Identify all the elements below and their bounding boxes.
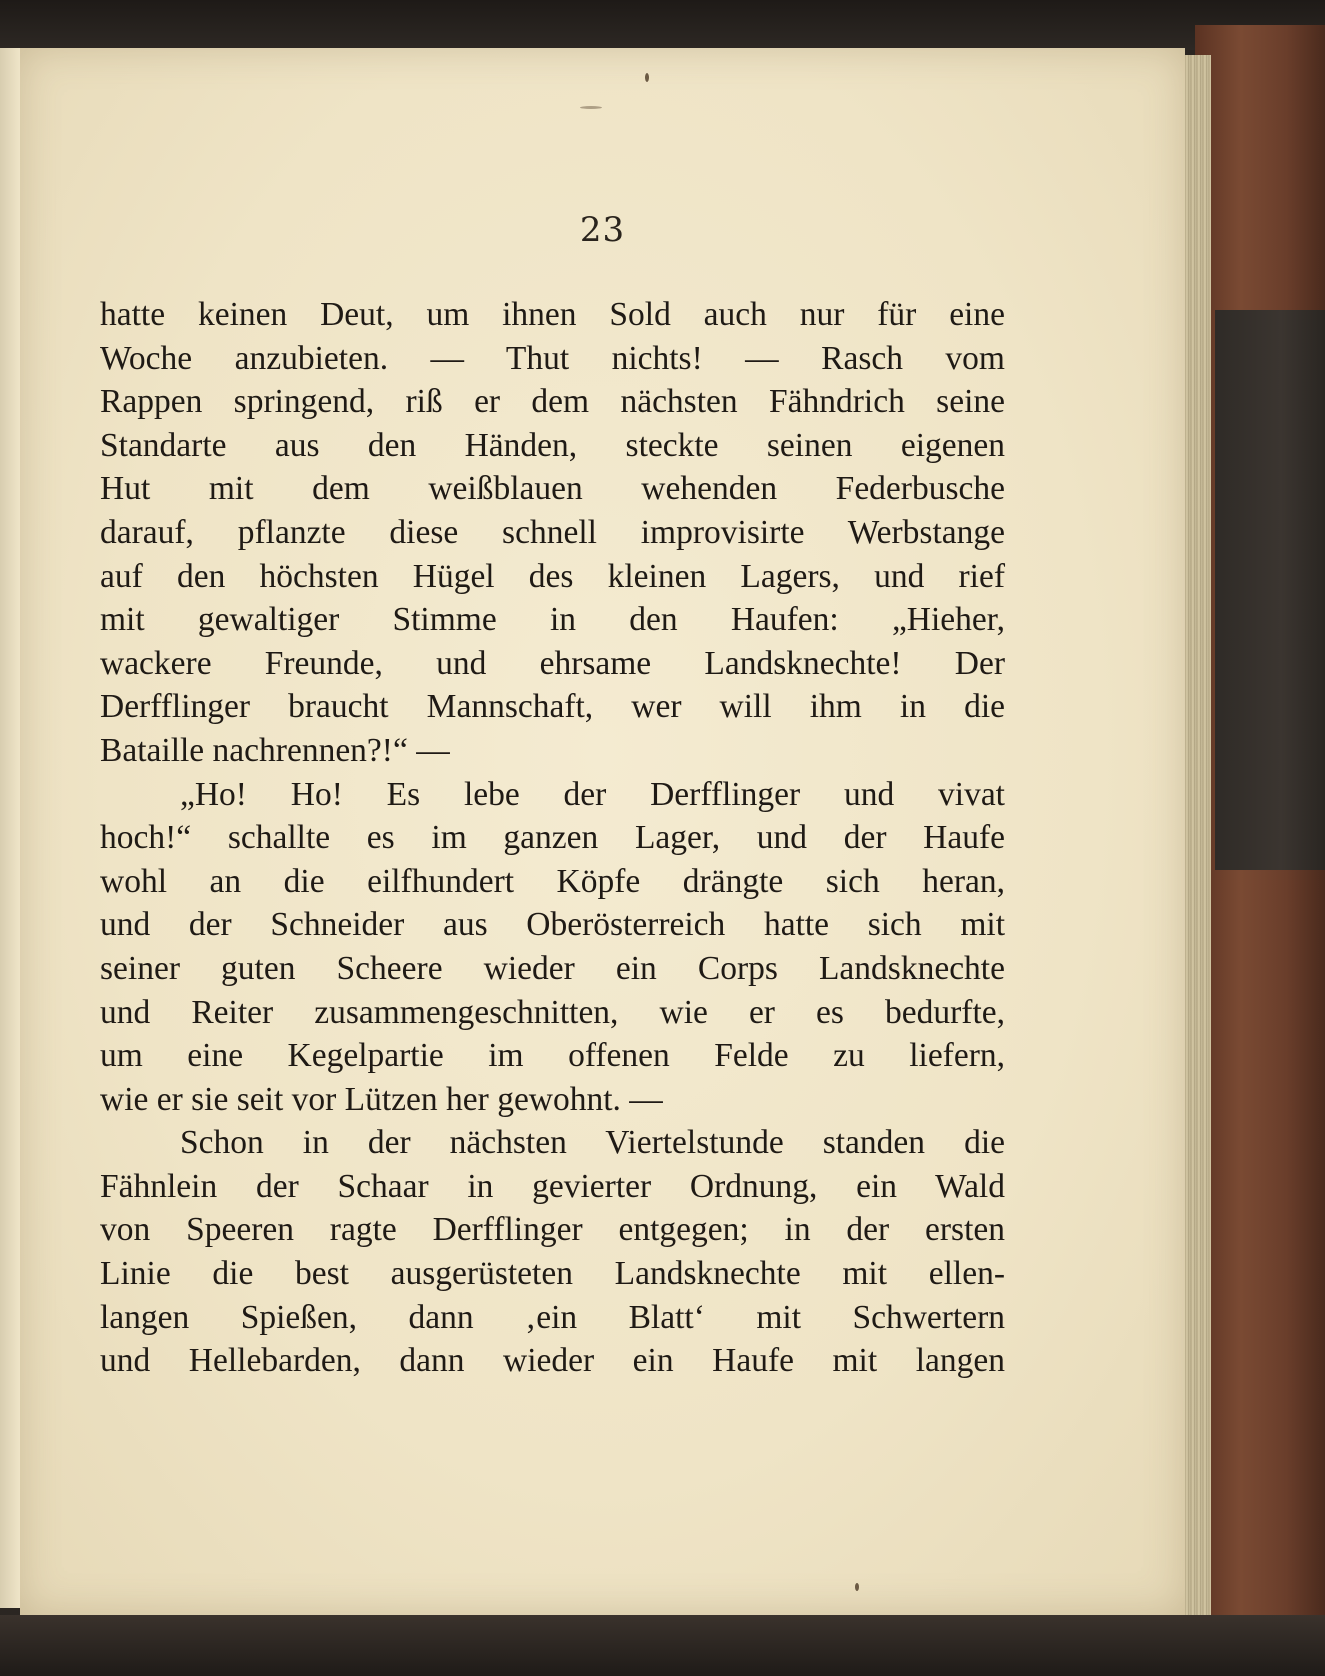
text-line: seiner guten Scheere wieder ein Corps Landsknechte — [100, 949, 1005, 987]
page-number: 23 — [579, 210, 626, 250]
text-line: wackere Freunde, und ehrsame Landsknechte! Der — [100, 644, 1005, 682]
book-cover-worn-patch — [1215, 310, 1325, 870]
text-line: hoch!“ schallte es im ganzen Lager, und der Haufe — [100, 819, 1005, 857]
scan-top-edge — [0, 0, 1325, 50]
text-line: auf den höchsten Hügel des kleinen Lagers, und rief — [100, 557, 1005, 595]
text-line: Rappen springend, riß er dem nächsten Fähndrich seine — [100, 383, 1005, 421]
text-line: mit gewaltiger Stimme in den Haufen: „Hieher, — [100, 601, 1005, 639]
page-stack-edges — [1183, 55, 1211, 1620]
text-line: Linie die best ausgerüsteten Landsknechte mit ellen- — [100, 1255, 1005, 1293]
text-line: wie er sie seit vor Lützen her gewohnt. — — [100, 1080, 663, 1118]
paper-speck — [645, 73, 649, 82]
text-line: Derfflinger braucht Mannschaft, wer will ihm in die — [100, 688, 1005, 726]
text-line: „Ho! Ho! Es lebe der Derfflinger und vivat — [180, 775, 1005, 813]
text-line: Bataille nachrennen?!“ — — [100, 731, 450, 769]
text-line: und Reiter zusammengeschnitten, wie er es bedurfte, — [100, 993, 1005, 1031]
text-line: und Hellebarden, dann wieder ein Haufe mit langen — [100, 1342, 1005, 1380]
facing-page-edge — [0, 48, 20, 1608]
text-line: Fähnlein der Schaar in gevierter Ordnung, ein Wald — [100, 1167, 1005, 1205]
book-page — [20, 48, 1185, 1615]
text-line: darauf, pflanzte diese schnell improvisirte Werbstange — [100, 513, 1005, 551]
text-line: von Speeren ragte Derfflinger entgegen; in der ersten — [100, 1211, 1005, 1249]
text-line: wohl an die eilfhundert Köpfe drängte sich heran, — [100, 862, 1005, 900]
text-line: Hut mit dem weißblauen wehenden Federbusche — [100, 470, 1005, 508]
paper-speck — [855, 1583, 859, 1591]
text-line: und der Schneider aus Oberösterreich hatte sich mit — [100, 906, 1005, 944]
scan-bottom-edge — [0, 1615, 1325, 1676]
text-line: hatte keinen Deut, um ihnen Sold auch nur für eine — [100, 296, 1005, 333]
text-line: Woche anzubieten. — Thut nichts! — Rasch vom — [100, 339, 1005, 377]
paper-speck — [580, 106, 602, 109]
body-text — [100, 293, 1005, 1383]
text-line: Schon in der nächsten Viertelstunde standen die — [180, 1124, 1005, 1162]
text-line: Standarte aus den Händen, steckte seinen eigenen — [100, 426, 1005, 464]
text-line: langen Spießen, dann ‚ein Blatt‘ mit Schwertern — [100, 1298, 1005, 1336]
text-line: um eine Kegelpartie im offenen Felde zu liefern, — [100, 1037, 1005, 1075]
